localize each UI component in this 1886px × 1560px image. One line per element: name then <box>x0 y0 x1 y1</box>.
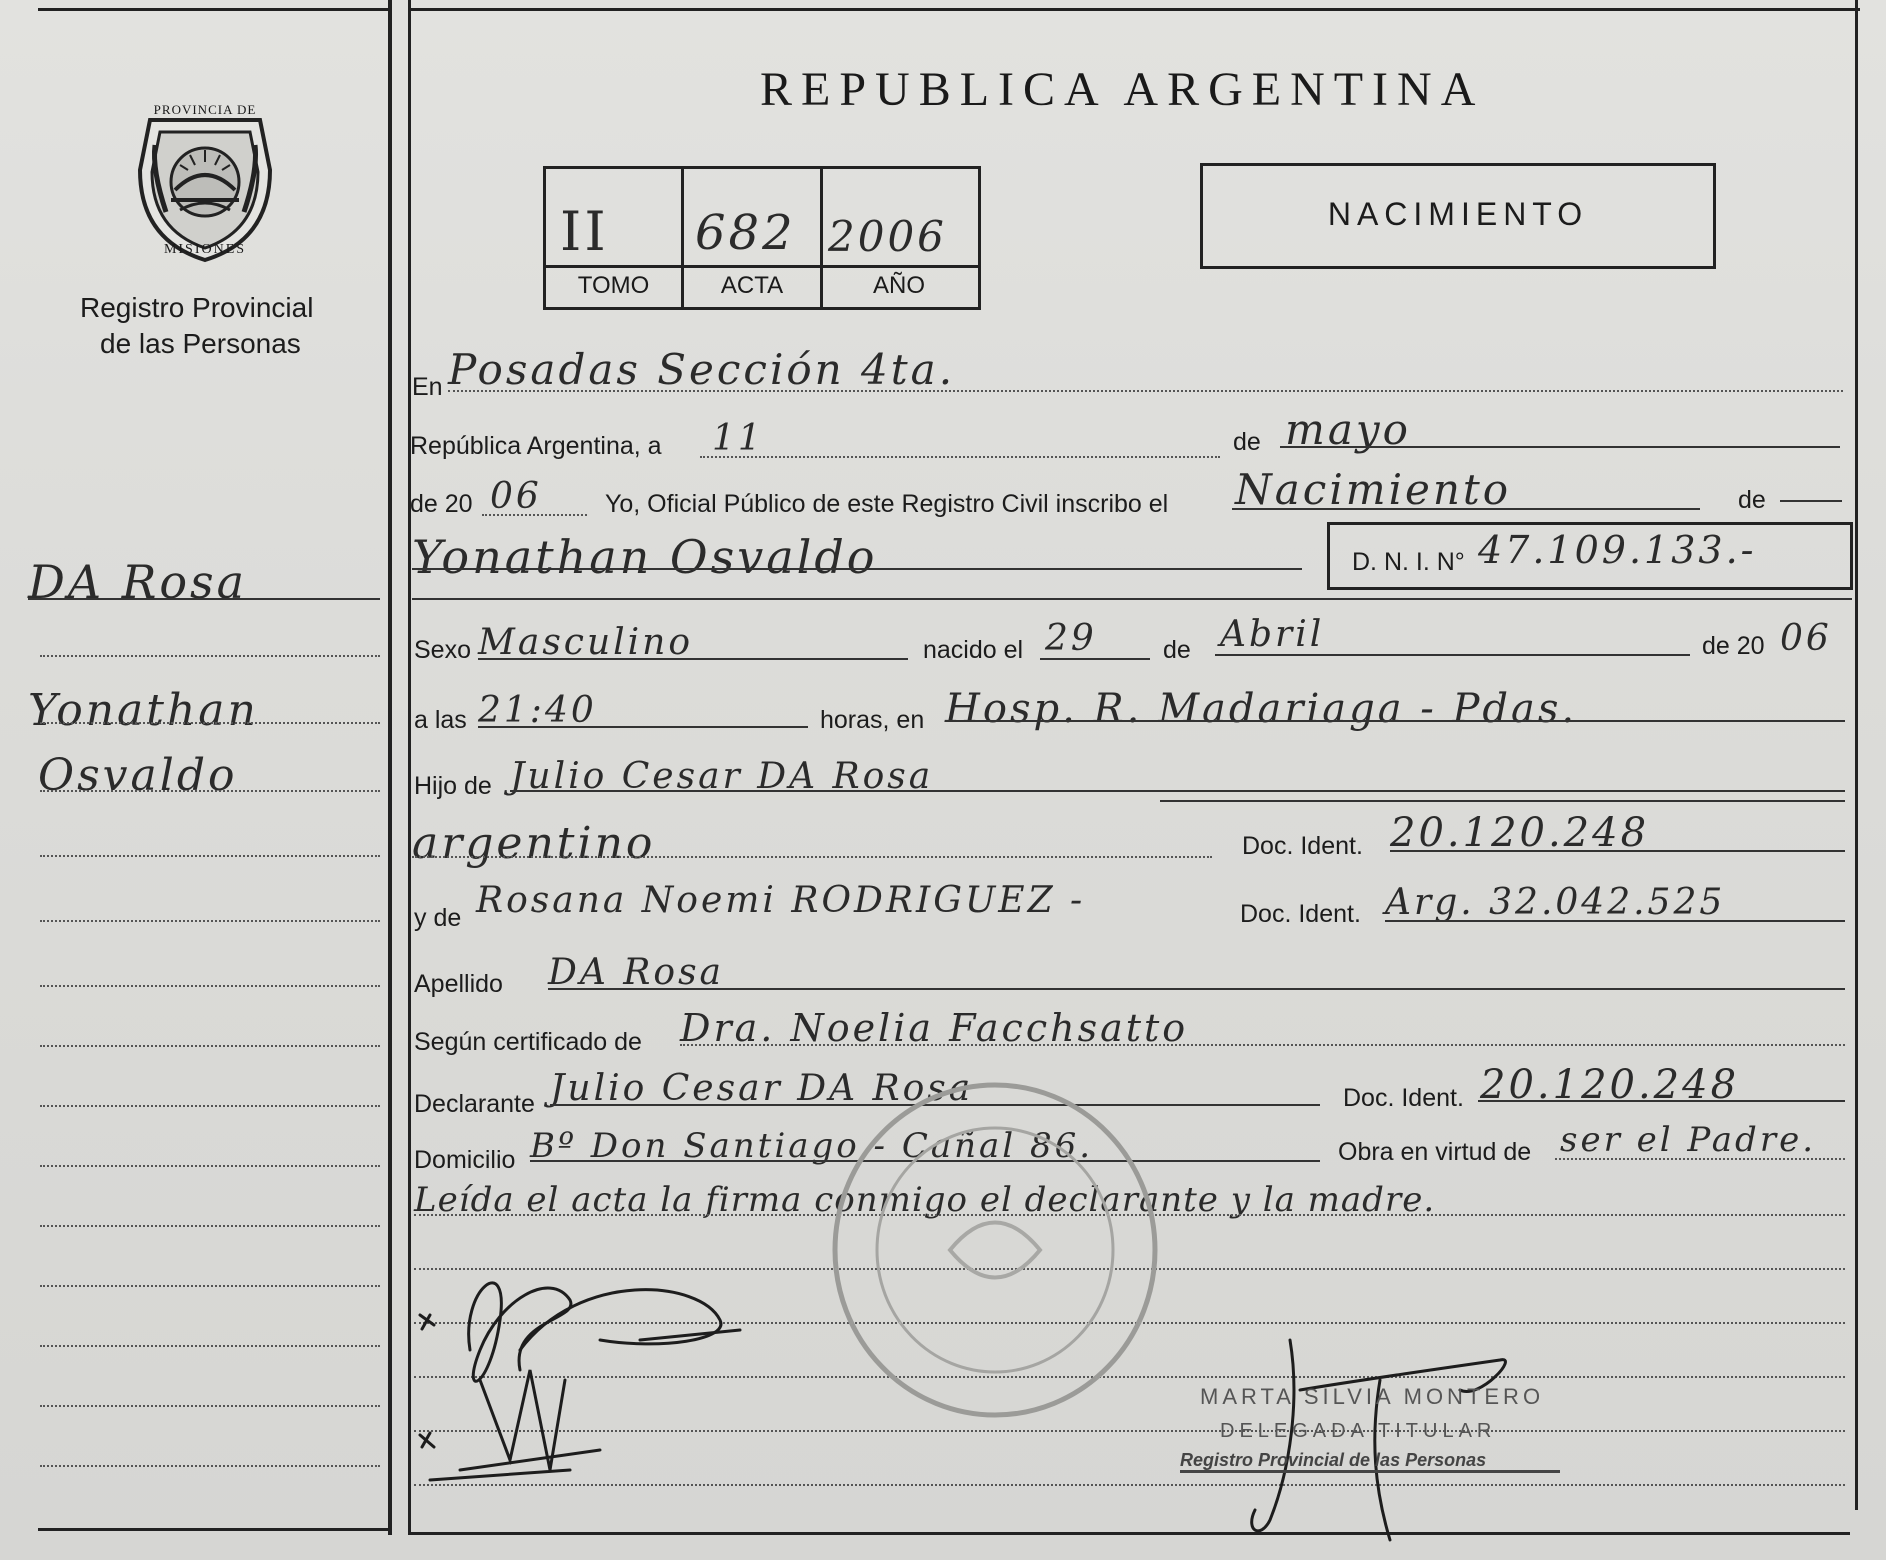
margin-line-10 <box>40 1225 380 1227</box>
father-doc-label: Doc. Ident. <box>1242 832 1363 860</box>
declarante-value: Julio Cesar DA Rosa <box>550 1068 974 1109</box>
father-name-line-2 <box>1160 800 1845 802</box>
anio-label: AÑO <box>872 272 925 299</box>
record-type: NACIMIENTO <box>1327 196 1589 232</box>
hijo-label: Hijo de <box>414 772 492 800</box>
child-name: Yonathan Osvaldo <box>412 530 878 584</box>
declarante-doc: 20.120.248 <box>1480 1062 1740 1108</box>
declarante-doc-line <box>1478 1100 1845 1102</box>
margin-line-12 <box>40 1345 380 1347</box>
republica-label: República Argentina, a <box>410 432 662 460</box>
margin-line-1 <box>40 655 380 657</box>
left-column-border <box>388 0 392 1535</box>
father-doc: 20.120.248 <box>1390 810 1650 856</box>
a-las-label: a las <box>414 706 467 734</box>
margin-surname-line <box>28 598 380 600</box>
birth-day: 29 <box>1045 618 1097 659</box>
margin-given-name-2: Osvaldo <box>38 750 238 801</box>
mother-name: Rosana Noemi RODRIGUEZ - <box>476 880 1086 921</box>
inscribo-value: Nacimiento <box>1235 465 1512 514</box>
officer-name: MARTA SILVIA MONTERO <box>1200 1384 1545 1409</box>
year-prefix-label: de 20 <box>410 490 473 518</box>
seal-top-text: PROVINCIA DE <box>153 102 257 117</box>
birth-year-prefix: de 20 <box>1702 632 1765 660</box>
segun-label: Según certificado de <box>414 1028 642 1056</box>
margin-line-6 <box>40 985 380 987</box>
tomo-value: II <box>560 200 609 263</box>
father-name-line <box>510 790 1845 792</box>
tomo-label: TOMO <box>577 272 650 299</box>
day-line <box>700 456 1220 458</box>
margin-line-4 <box>40 855 380 857</box>
month-line <box>1280 446 1840 448</box>
horas-label: horas, en <box>820 706 925 734</box>
segun-line <box>680 1044 1845 1046</box>
segun-value: Dra. Noelia Facchsatto <box>680 1006 1189 1050</box>
registry-name-line2: de las Personas <box>100 328 301 359</box>
y-de-label: y de <box>414 904 462 932</box>
top-border-left <box>38 8 390 11</box>
margin-line-11 <box>40 1285 380 1287</box>
apellido-label: Apellido <box>414 970 503 998</box>
stamp-underline <box>1180 1470 1560 1473</box>
domicilio-label: Domicilio <box>414 1146 516 1174</box>
acta-label: ACTA <box>720 272 784 299</box>
officer-role: DELEGADA TITULAR <box>1220 1420 1497 1442</box>
registry-name-line1: Registro Provincial <box>80 292 314 323</box>
month-de-label: de <box>1233 428 1261 456</box>
birth-day-line <box>1040 658 1150 660</box>
margin-line-14 <box>40 1465 380 1467</box>
obra-value: ser el Padre. <box>1560 1120 1816 1160</box>
dni-label: D. N. I. N° <box>1352 548 1465 576</box>
birth-year-suffix: 06 <box>1780 618 1832 659</box>
en-line <box>448 390 1843 392</box>
misiones-seal-logo <box>130 100 280 265</box>
obra-line <box>1555 1158 1845 1160</box>
acta-value: 682 <box>695 205 796 261</box>
birth-place: Hosp. R. Madariaga - Pdas. <box>945 686 1578 732</box>
father-doc-line <box>1390 850 1845 852</box>
apellido-line <box>548 988 1845 990</box>
margin-surname: DA Rosa <box>28 555 248 609</box>
officer-org: Registro Provincial de las Personas <box>1180 1450 1487 1470</box>
sexo-label: Sexo <box>414 636 471 664</box>
registration-day: 11 <box>712 418 764 459</box>
declarante-doc-label: Doc. Ident. <box>1343 1084 1464 1112</box>
section-divider-1 <box>412 598 1852 600</box>
declarante-label: Declarante <box>414 1090 535 1118</box>
birth-time: 21:40 <box>478 690 597 731</box>
mother-doc-label: Doc. Ident. <box>1240 900 1361 928</box>
sexo-line <box>478 658 908 660</box>
de-line-2 <box>1780 500 1842 502</box>
inscribo-line <box>1232 508 1700 510</box>
father-name: Julio Cesar DA Rosa <box>510 756 934 797</box>
mother-doc-line <box>1385 920 1845 922</box>
father-nationality: argentino <box>412 818 656 869</box>
obra-label: Obra en virtud de <box>1338 1138 1532 1166</box>
seal-bottom-text: MISIONES <box>163 242 247 257</box>
registration-year-suffix: 06 <box>490 476 542 517</box>
margin-line-2 <box>40 722 380 724</box>
birth-month-de-label: de <box>1163 636 1191 664</box>
child-name-line <box>412 568 1302 570</box>
bottom-border-left <box>38 1528 390 1531</box>
oficial-statement: Yo, Oficial Público de este Registro Civil inscribo el <box>605 490 1169 518</box>
nacido-label: nacido el <box>923 636 1024 664</box>
en-value: Posadas Sección 4ta. <box>448 345 956 394</box>
birth-month: Abril <box>1220 614 1325 655</box>
closing-note: Leída el acta la firma conmigo el declarante y la madre. <box>414 1180 1436 1220</box>
margin-given-name-1: Yonathan <box>28 685 259 736</box>
margin-line-3 <box>40 790 380 792</box>
en-label: En <box>412 373 443 401</box>
declarant-signatures <box>400 1230 780 1490</box>
year-line <box>482 514 587 516</box>
document-title: REPUBLICA ARGENTINA <box>760 63 1485 116</box>
top-border-right <box>410 8 1860 11</box>
domicilio-value: Bº Don Santiago - Cañal 86. <box>530 1126 1094 1166</box>
registration-month: mayo <box>1285 405 1411 454</box>
mother-doc: Arg. 32.042.525 <box>1385 882 1726 923</box>
margin-line-13 <box>40 1405 380 1407</box>
birth-month-line <box>1215 654 1690 656</box>
dni-value: 47.109.133.- <box>1478 528 1757 572</box>
margin-line-8 <box>40 1105 380 1107</box>
index-label-divider <box>543 265 978 268</box>
anio-value: 2006 <box>828 212 947 261</box>
birth-place-line <box>945 720 1845 722</box>
de-label-2: de <box>1738 486 1766 514</box>
birth-time-line <box>478 726 808 728</box>
right-border <box>1855 0 1858 1510</box>
father-nationality-line <box>412 856 1212 858</box>
bottom-border-right <box>410 1532 1850 1535</box>
margin-line-5 <box>40 920 380 922</box>
official-round-seal <box>820 1075 1170 1425</box>
margin-line-9 <box>40 1165 380 1167</box>
margin-line-7 <box>40 1045 380 1047</box>
sexo-value: Masculino <box>478 622 694 663</box>
apellido-value: DA Rosa <box>548 952 725 993</box>
